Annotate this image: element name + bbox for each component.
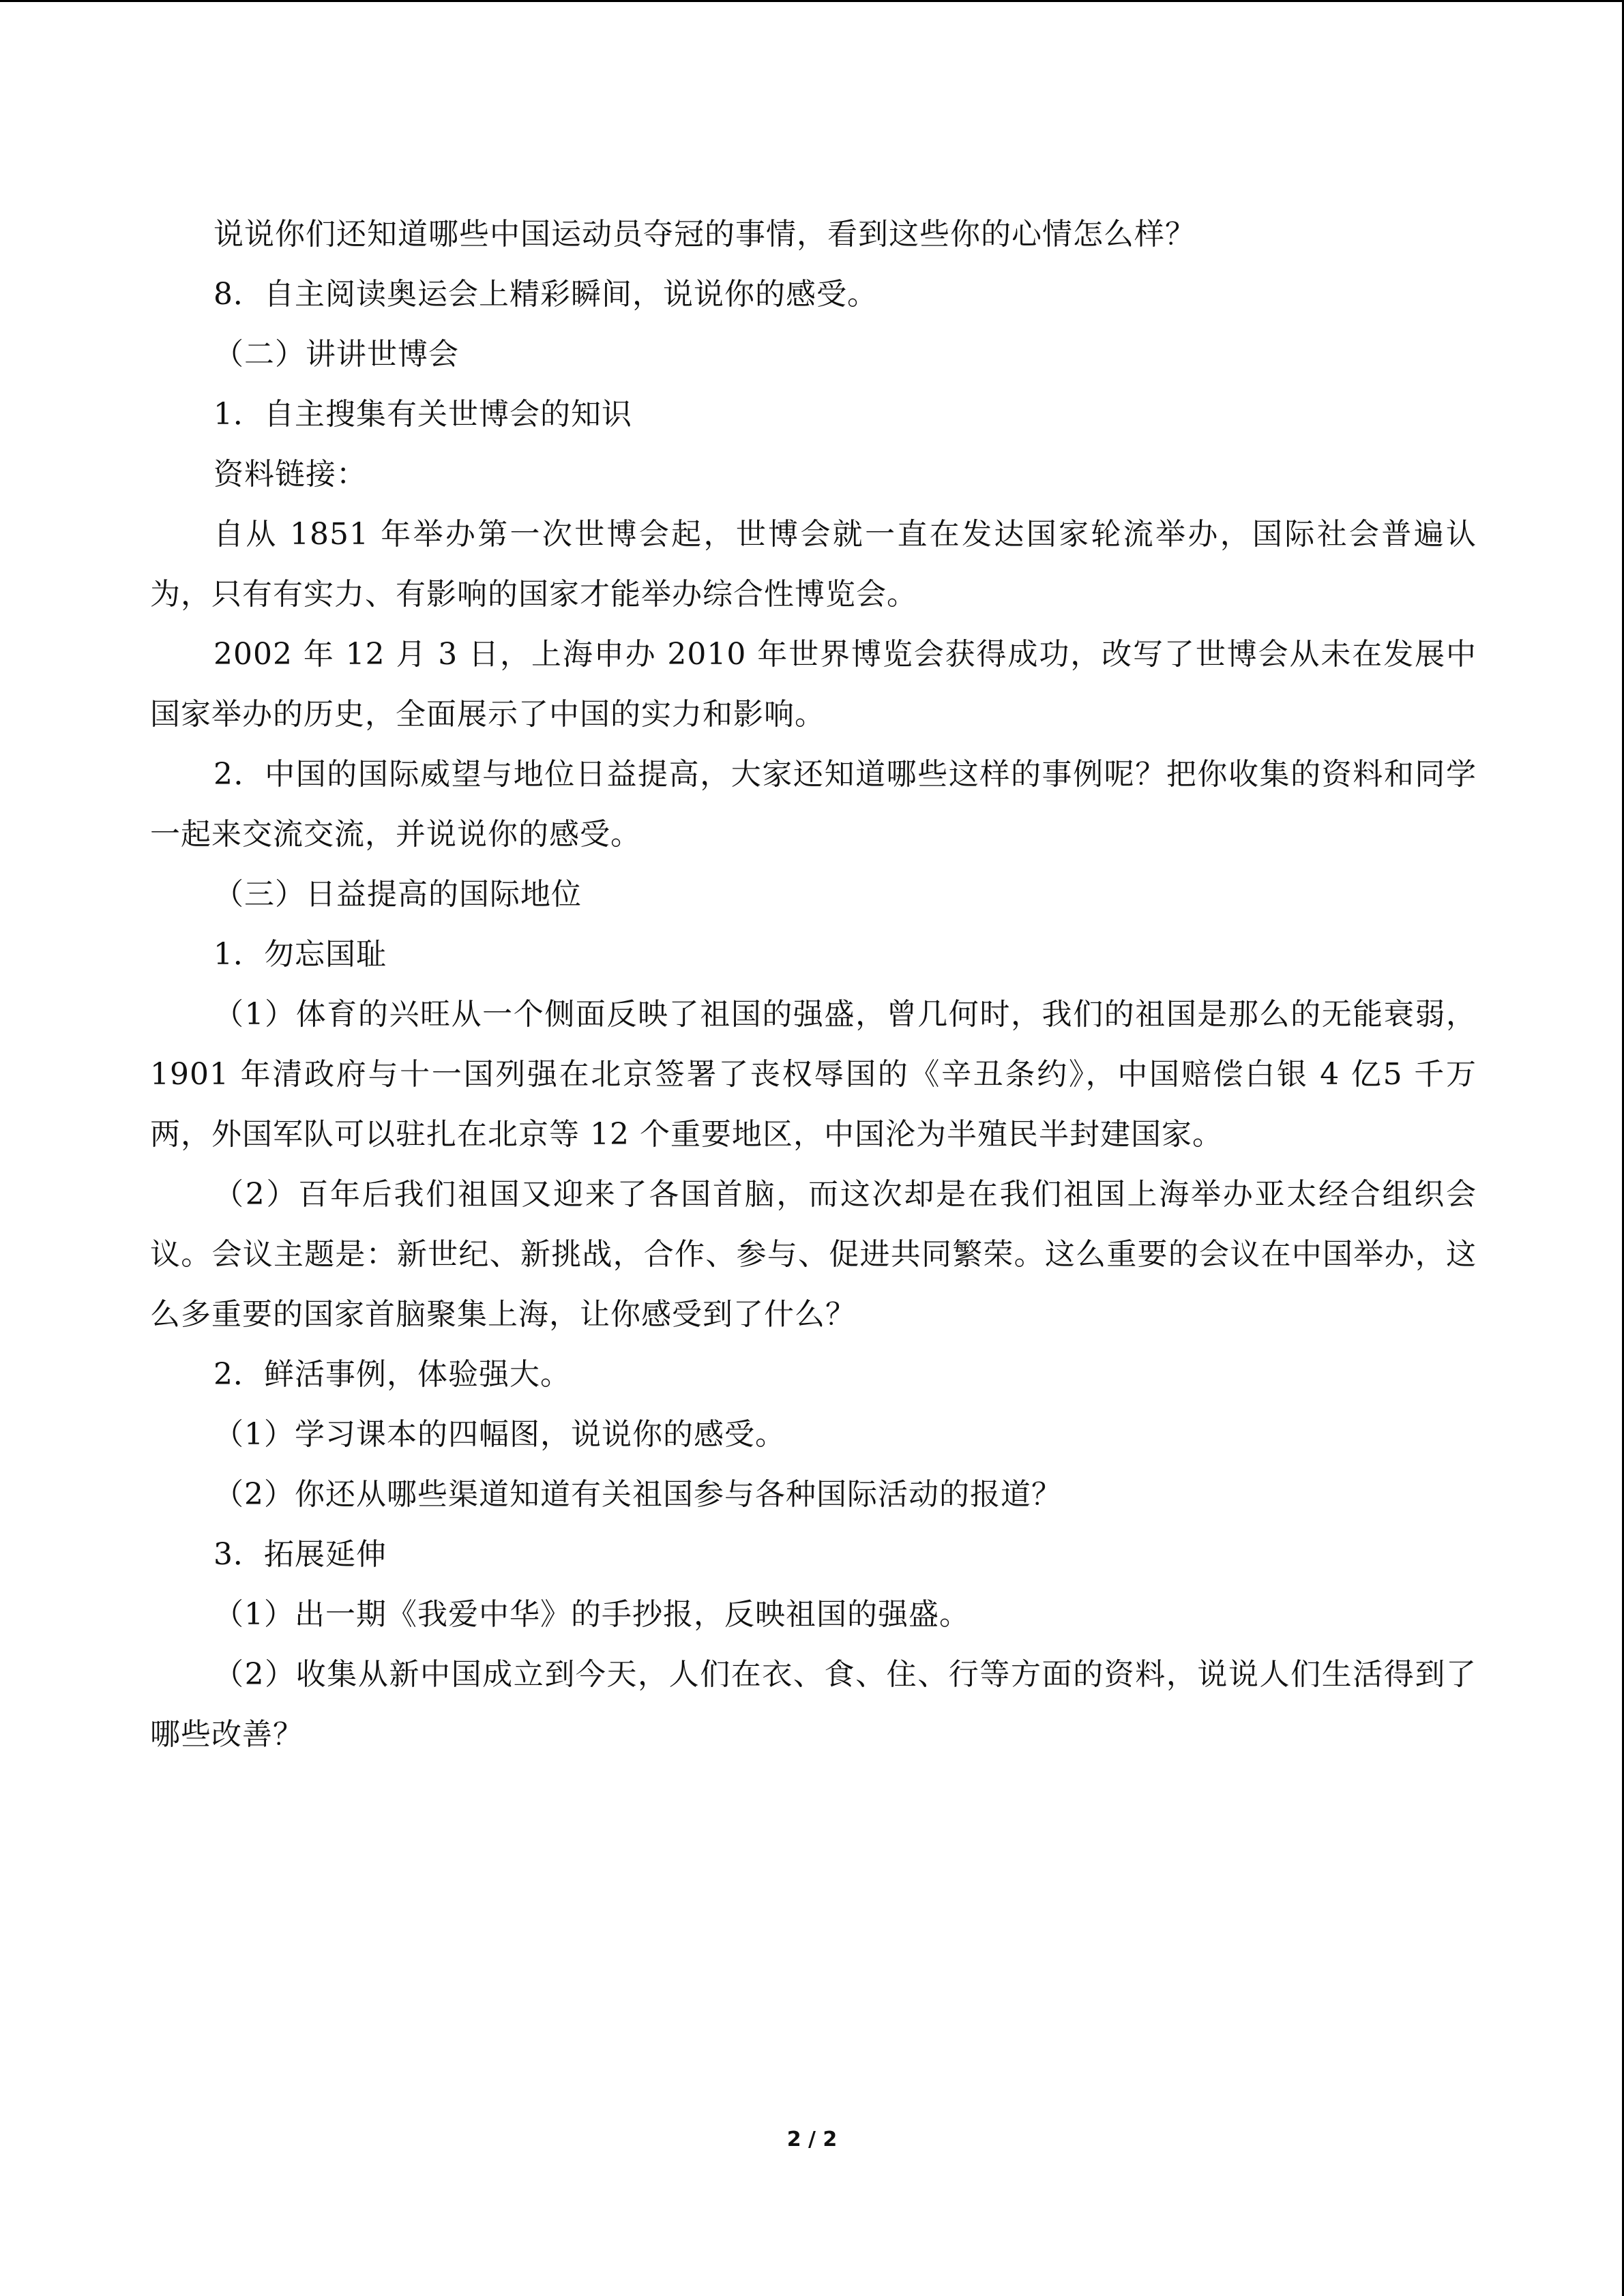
paragraph-extension: 3．拓展延伸 bbox=[213, 1537, 387, 1572]
paragraph-resource-link: 资料链接： bbox=[213, 457, 367, 492]
paragraph-vivid-examples: 2．鲜活事例，体验强大。 bbox=[213, 1357, 571, 1392]
page-number: 2 / 2 bbox=[786, 2128, 838, 2151]
paragraph-boxer-protocol: （1）体育的兴旺从一个侧面反映了祖国的强盛，曾几何时，我们的祖国是那么的无能衰弱，1901 年清政府与十一国列强在北京签署了丧权辱国的《辛丑条约》，中国赔偿白银 4 亿5 千万两，外国军队可以驻扎在北京等 12 个重要地区，中国沦为半殖民半封建国家。 bbox=[150, 997, 1477, 1152]
paragraph-olympics-reading: 8．自主阅读奥运会上精彩瞬间，说说你的感受。 bbox=[213, 277, 878, 312]
paragraph-shanghai-bid: 2002 年 12 月 3 日，上海申办 2010 年世界博览会获得成功，改写了世博会从未在发展中国家举办的历史，全面展示了中国的实力和影响。 bbox=[150, 637, 1477, 732]
paragraph-apec-meeting: （2）百年后我们祖国又迎来了各国首脑，而这次却是在我们祖国上海举办亚太经合组织会议。会议主题是：新世纪、新挑战，合作、参与、促进共同繁荣。这么重要的会议在中国举办，这么多重要的国家首脑聚集上海，让你感受到了什么？ bbox=[150, 1177, 1477, 1332]
paragraph-newspaper-task: （1）出一期《我爱中华》的手抄报，反映祖国的强盛。 bbox=[213, 1597, 970, 1632]
paragraph-expo-history: 自从 1851 年举办第一次世博会起，世博会就一直在发达国家轮流举办，国际社会普遍认为，只有有实力、有影响的国家才能举办综合性博览会。 bbox=[150, 517, 1477, 612]
paragraph-national-humiliation: 1．勿忘国耻 bbox=[213, 937, 387, 972]
section-heading-status: （三）日益提高的国际地位 bbox=[213, 877, 582, 912]
section-heading-expo: （二）讲讲世博会 bbox=[213, 337, 459, 372]
paragraph-news-channels: （2）你还从哪些渠道知道有关祖国参与各种国际活动的报道？ bbox=[213, 1477, 1062, 1512]
paragraph-athletes-question: 说说你们还知道哪些中国运动员夺冠的事情，看到这些你的心情怎么样？ bbox=[213, 217, 1196, 252]
paragraph-life-improvement: （2）收集从新中国成立到今天，人们在衣、食、住、行等方面的资料，说说人们生活得到了哪些改善？ bbox=[150, 1657, 1477, 1752]
paragraph-expo-collect: 1．自主搜集有关世博会的知识 bbox=[213, 397, 632, 432]
page-border-top bbox=[0, 0, 1624, 2]
document-body bbox=[150, 205, 1477, 1765]
paragraph-international-status: 2．中国的国际威望与地位日益提高，大家还知道哪些这样的事例呢？把你收集的资料和同学一起来交流交流，并说说你的感受。 bbox=[150, 757, 1477, 852]
paragraph-four-pictures: （1）学习课本的四幅图，说说你的感受。 bbox=[213, 1417, 786, 1452]
